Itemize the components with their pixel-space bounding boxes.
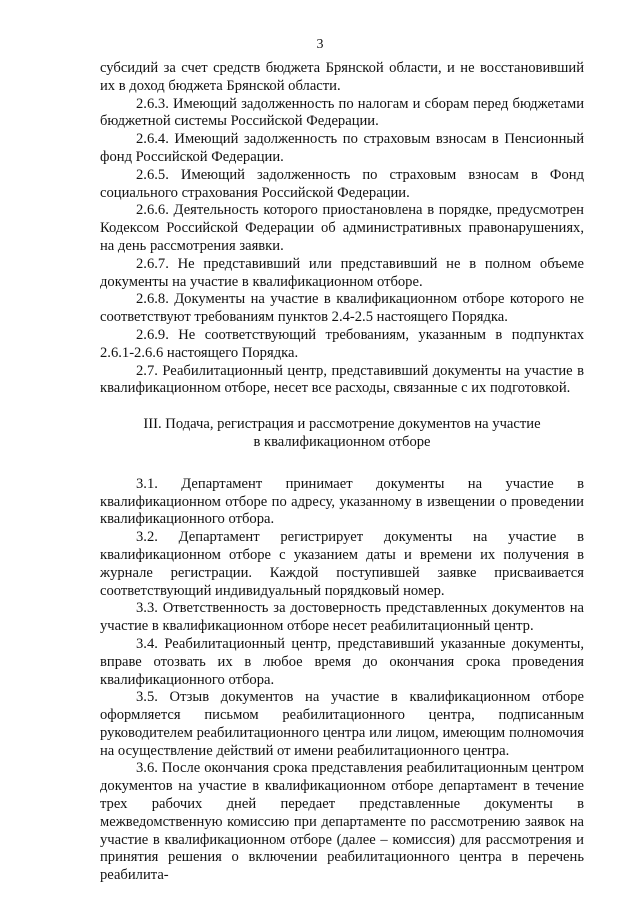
paragraph: 2.6.6. Деятельность которого приостановлена в порядке, предусмотрен Кодексом Российской Федерации об административных правонарушениях, на день рассмотрения заявки. bbox=[100, 202, 584, 254]
paragraphs-top bbox=[100, 60, 584, 398]
document-body bbox=[100, 60, 584, 885]
paragraph: 3.5. Отзыв документов на участие в квалификационном отборе оформляется письмом реабилитационного центра, подписанным руководителем реабилитационного центра или лицом, имеющим полномочия на осуществление действий от имени реабилитационного центра. bbox=[100, 689, 584, 759]
paragraph: 2.6.5. Имеющий задолженность по страховым взносам в Фонд социального страхования Российской Федерации. bbox=[100, 166, 584, 201]
paragraph: 3.2. Департамент регистрирует документы на участие в квалификационном отборе с указанием даты и времени их получения в журнале регистрации. Каждой поступившей заявке присваивается соответствующий индивидуальный порядковый номер. bbox=[100, 529, 584, 599]
paragraph: 2.6.7. Не представивший или представивший не в полном объеме документы на участие в квалификационном отборе. bbox=[100, 255, 584, 290]
section-heading-line: в квалификационном отборе bbox=[253, 433, 431, 450]
paragraph: 2.6.8. Документы на участие в квалификационном отборе которого не соответствуют требованиям пунктов 2.4-2.5 настоящего Порядка. bbox=[100, 291, 584, 326]
paragraph: 2.6.9. Не соответствующий требованиям, указанным в подпунктах 2.6.1-2.6.6 настоящего Порядка. bbox=[100, 326, 584, 361]
section-heading-line: III. Подача, регистрация и рассмотрение документов на участие bbox=[143, 416, 541, 433]
paragraph: 3.3. Ответственность за достоверность представленных документов на участие в квалификационном отборе несет реабилитационный центр. bbox=[100, 600, 584, 635]
paragraph: 2.7. Реабилитационный центр, представивший документы на участие в квалификационном отборе, несет все расходы, связанные с их подготовкой. bbox=[100, 362, 584, 397]
paragraph: 2.6.3. Имеющий задолженность по налогам и сборам перед бюджетами бюджетной системы Российской Федерации. bbox=[100, 95, 584, 130]
page-number: 3 bbox=[316, 37, 324, 52]
paragraph: 3.1. Департамент принимает документы на участие в квалификационном отборе по адресу, указанному в извещении о проведении квалификационного отбора. bbox=[100, 475, 584, 528]
paragraph: субсидий за счет средств бюджета Брянской области, и не восстановивший их в доход бюджета Брянской области. bbox=[100, 60, 584, 94]
paragraphs-bottom bbox=[100, 476, 584, 885]
paragraph: 3.6. После окончания срока представления реабилитационным центром документов на участие в квалификационном отборе департамент в течение трех рабочих дней передает представленные документы в межведомственную комиссию при департаменте по рассмотрению заявок на участие в квалификационном отборе (далее – комиссия) для рассмотрения и принятия решения о включении реабилитационного центра в перечень реабилита- bbox=[100, 760, 584, 884]
section-heading bbox=[100, 416, 584, 452]
paragraph: 3.4. Реабилитационный центр, представивший указанные документы, вправе отозвать их в любое время до окончания срока проведения квалификационного отбора. bbox=[100, 635, 584, 688]
paragraph: 2.6.4. Имеющий задолженность по страховым взносам в Пенсионный фонд Российской Федерации. bbox=[100, 131, 584, 165]
